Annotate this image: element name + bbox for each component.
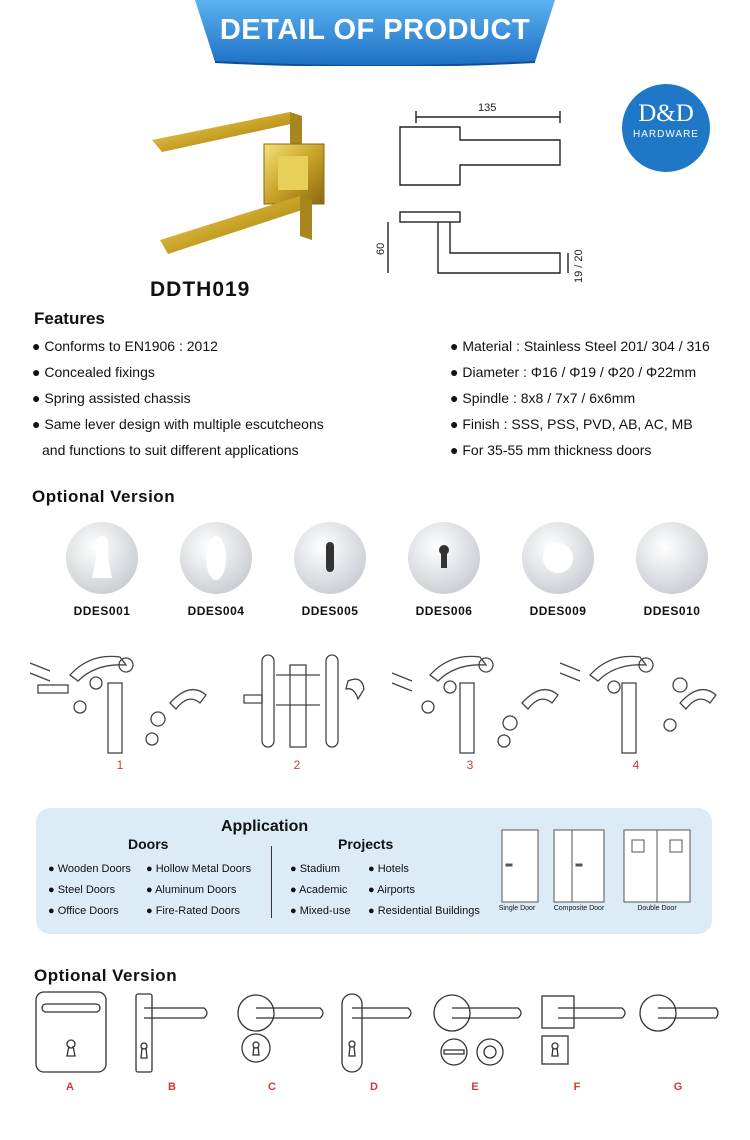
- escutcheon-ddes009: [522, 522, 594, 594]
- escutcheon-ddes001: [66, 522, 138, 594]
- option-f-drawing: [542, 996, 625, 1064]
- diagram-number: 4: [632, 758, 640, 772]
- technical-drawing: [370, 95, 610, 295]
- product-photo: [140, 100, 370, 270]
- feature-item: ● Material : Stainless Steel 201/ 304 / 316: [450, 338, 710, 354]
- option-c-drawing: [238, 995, 323, 1062]
- optional-version-title: Optional Version: [32, 487, 176, 506]
- feature-item: ● Conforms to EN1906 : 2012: [32, 338, 218, 354]
- double-door-drawing: [624, 830, 690, 902]
- feature-item: ● Concealed fixings: [32, 364, 155, 380]
- option-letter: E: [471, 1081, 479, 1093]
- door-type-caption: Single Door: [498, 905, 536, 912]
- optional-version-title-2: Optional Version: [34, 966, 178, 985]
- option-letter: A: [66, 1081, 74, 1093]
- single-door-drawing: [502, 830, 538, 902]
- projects-title: Projects: [338, 836, 394, 852]
- door-item: ● Fire-Rated Doors: [146, 905, 241, 917]
- project-item: ● Mixed-use: [290, 905, 351, 917]
- installation-diagrams: [30, 645, 720, 757]
- install-diagram-2: [244, 655, 364, 747]
- door-type-caption: Composite Door: [553, 905, 605, 912]
- features-left-list: [32, 333, 324, 463]
- diagram-number: 2: [293, 758, 301, 772]
- version-label: DDES009: [529, 604, 587, 618]
- option-d-drawing: [342, 994, 411, 1072]
- brand-logo: [622, 84, 710, 172]
- version-label: DDES005: [301, 604, 359, 618]
- install-diagram-4: [560, 656, 716, 753]
- escutcheon-ddes005: [294, 522, 366, 594]
- page-title: DETAIL OF PRODUCT: [219, 14, 531, 46]
- features-title: Features: [34, 309, 105, 328]
- feature-item-cont: and functions to suit different applications: [42, 442, 299, 458]
- application-title: Application: [221, 818, 309, 835]
- version-label: DDES006: [415, 604, 473, 618]
- option-letter: C: [268, 1081, 276, 1093]
- option-e-drawing: [434, 995, 521, 1065]
- project-item: ● Residential Buildings: [368, 905, 480, 917]
- feature-item: ● Same lever design with multiple escutcheons: [32, 416, 324, 432]
- install-diagram-1: [30, 656, 206, 753]
- version-label: DDES004: [187, 604, 245, 618]
- escutcheon-ddes006: [408, 522, 480, 594]
- project-item: ● Airports: [368, 884, 415, 896]
- feature-item: ● For 35-55 mm thickness doors: [450, 442, 652, 458]
- option-letter: D: [370, 1081, 378, 1093]
- version-label: DDES001: [73, 604, 131, 618]
- features-right-list: [450, 333, 710, 463]
- project-item: ● Academic: [290, 884, 348, 896]
- door-item: ● Office Doors: [48, 905, 119, 917]
- door-item: ● Aluminum Doors: [146, 884, 237, 896]
- option-letter: G: [673, 1081, 683, 1093]
- doors-title: Doors: [128, 836, 169, 852]
- option-a-drawing: [36, 992, 106, 1072]
- feature-item: ● Spring assisted chassis: [32, 390, 191, 406]
- escutcheon-row: [60, 520, 710, 600]
- door-item: ● Steel Doors: [48, 884, 116, 896]
- project-item: ● Hotels: [368, 863, 409, 875]
- logo-sub-text: HARDWARE: [633, 129, 699, 140]
- install-diagram-3: [392, 656, 558, 753]
- option-letter: B: [168, 1081, 176, 1093]
- feature-item: ● Finish : SSS, PSS, PVD, AB, AC, MB: [450, 416, 693, 432]
- project-item: ● Stadium: [290, 863, 341, 875]
- feature-item: ● Spindle : 8x8 / 7x7 / 6x6mm: [450, 390, 636, 406]
- logo-main-text: D&D: [638, 100, 694, 127]
- dim-length: 135: [478, 102, 497, 114]
- diagram-number: 3: [466, 758, 474, 772]
- dim-diameter: 19 / 20: [573, 249, 585, 283]
- version-label: DDES010: [643, 604, 701, 618]
- door-type-caption: Double Door: [637, 905, 677, 912]
- option-b-drawing: [136, 994, 207, 1072]
- product-model: DDTH019: [150, 278, 251, 301]
- composite-door-drawing: [554, 830, 604, 902]
- feature-item: ● Diameter : Φ16 / Φ19 / Φ20 / Φ22mm: [450, 364, 697, 380]
- lever-options-row: [30, 988, 720, 1076]
- option-letter: F: [573, 1081, 581, 1093]
- option-g-drawing: [640, 995, 718, 1031]
- diagram-number: 1: [116, 758, 124, 772]
- dim-height: 60: [375, 242, 387, 255]
- door-item: ● Hollow Metal Doors: [146, 863, 252, 875]
- door-type-drawings: [494, 826, 702, 904]
- escutcheon-ddes004: [180, 522, 252, 594]
- escutcheon-ddes010: [636, 522, 708, 594]
- app-divider: [271, 846, 272, 918]
- door-item: ● Wooden Doors: [48, 863, 131, 875]
